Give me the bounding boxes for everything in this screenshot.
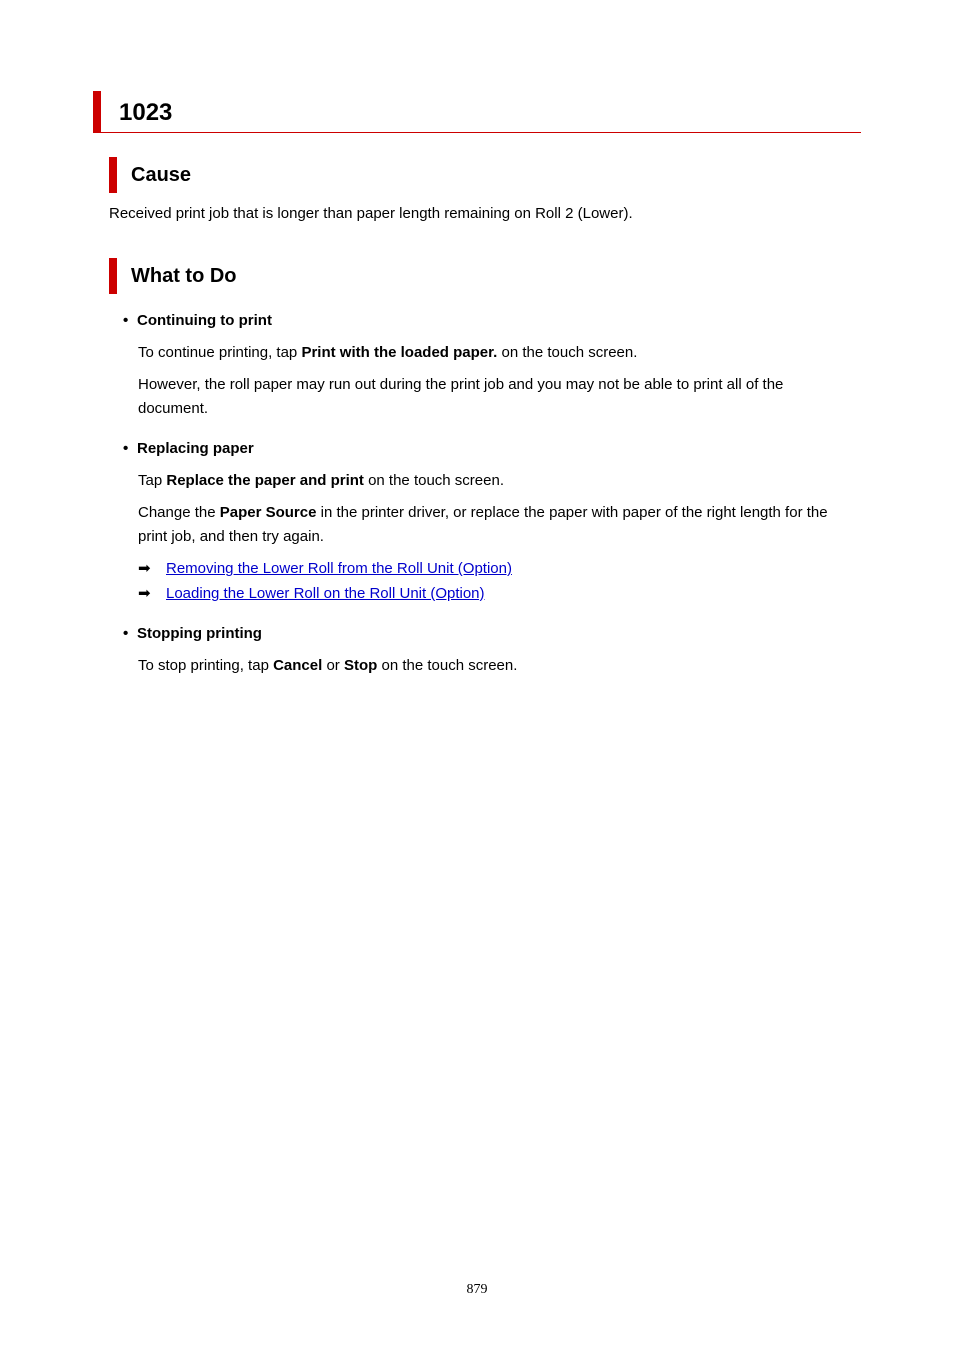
continuing-paragraph-1 (138, 341, 637, 365)
link-removing-lower-roll[interactable]: Removing the Lower Roll from the Roll Unit (Option) (166, 560, 512, 577)
arrow-right-icon: ➡ (138, 560, 151, 577)
continuing-paragraph-2: However, the roll paper may run out during the print job and you may not be able to print all of the document. (138, 376, 784, 417)
bullet-icon: • (123, 625, 129, 642)
stopping-paragraph-1 (138, 654, 517, 678)
heading-accent-bar (93, 91, 101, 133)
text-run: in the printer driver, or replace the paper with paper of the right length for the print job, and then try again. (138, 504, 828, 545)
text-run: To continue printing, tap (138, 344, 302, 361)
bullet-title-text: Continuing to print (137, 312, 272, 329)
text-run: Tap (138, 472, 167, 489)
bullet-icon: • (123, 312, 129, 329)
page-number: 879 (466, 1282, 488, 1297)
link-row-removing (138, 559, 512, 579)
bullet-icon: • (123, 440, 129, 457)
page-title: 1023 (119, 99, 173, 126)
bullet-stopping (123, 624, 262, 644)
link-row-loading (138, 584, 485, 604)
cause-text: Received print job that is longer than paper length remaining on Roll 2 (Lower). (109, 205, 633, 222)
text-run: or (322, 657, 344, 674)
text-run: on the touch screen. (363, 472, 504, 489)
what-to-do-heading-title: What to Do (131, 265, 237, 287)
text-run-bold: Replace the paper and print (166, 472, 364, 489)
link-loading-lower-roll[interactable]: Loading the Lower Roll on the Roll Unit (Option) (166, 585, 485, 602)
text-run-bold: Stop (343, 657, 378, 674)
replacing-paragraph-2 (138, 501, 854, 549)
replacing-paragraph-1 (138, 469, 504, 493)
bullet-continuing (123, 311, 272, 331)
text-run-bold: Cancel (273, 657, 323, 674)
bullet-replacing (123, 439, 254, 459)
text-run-bold: Paper Source (219, 504, 317, 521)
text-run: on the touch screen. (377, 657, 518, 674)
heading-accent-bar (109, 258, 117, 294)
text-run: To stop printing, tap (138, 657, 274, 674)
heading-accent-bar (109, 157, 117, 193)
cause-heading-title: Cause (131, 164, 192, 186)
bullet-title-text: Replacing paper (137, 440, 254, 457)
bullet-title-text: Stopping printing (137, 625, 262, 642)
arrow-right-icon: ➡ (138, 585, 151, 602)
text-run: on the touch screen. (497, 344, 638, 361)
text-run-bold: Print with the loaded paper. (301, 344, 498, 361)
text-run: Change the (138, 504, 220, 521)
main-heading (93, 91, 861, 133)
